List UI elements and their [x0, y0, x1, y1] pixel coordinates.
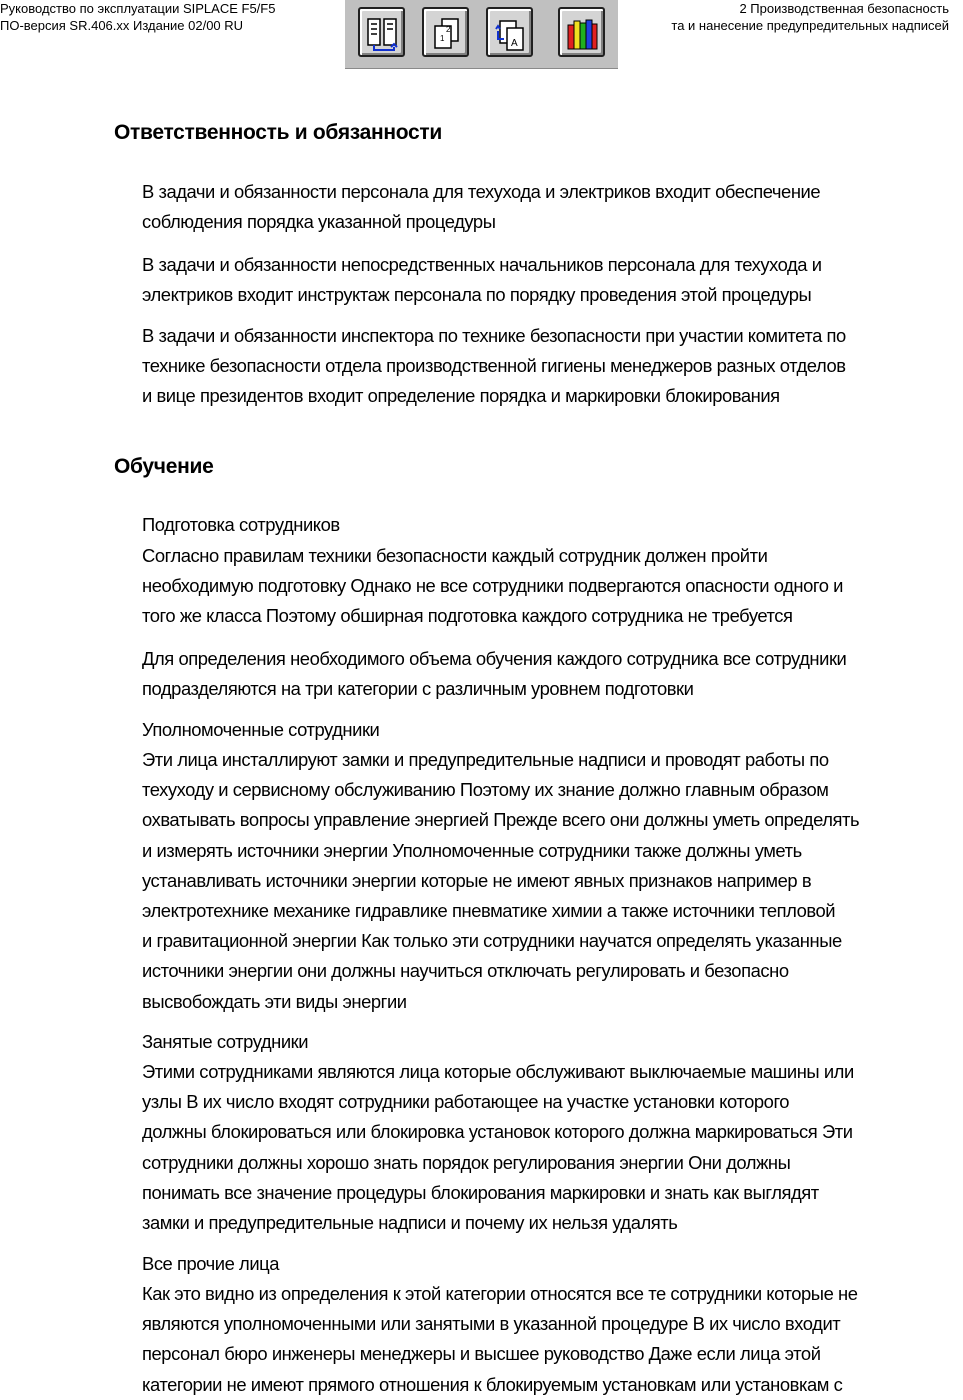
manual-title: Руководство по эксплуатации SIPLACE F5/F5: [0, 1, 276, 16]
svg-text:2: 2: [446, 25, 451, 34]
paragraph: В задачи и обязанности непосредственных начальников персонала для техухода и электриков входит инструктаж персонала по порядку проведения этой процедуры: [142, 254, 822, 306]
chapter-title: 2 Производственная безопасность: [739, 1, 949, 16]
paragraph: Согласно правилам техники безопасности каждый сотрудник должен пройти необходимую подготовку Однако не все сотрудники подвергаются опасности одного и того же класса Поэтому обширная подготовка каждого сотрудника не требуется: [142, 545, 843, 627]
subheading: Занятые сотрудники: [142, 1031, 309, 1052]
section-subtitle: та и нанесение предупредительных надписей: [671, 18, 949, 33]
svg-text:A: A: [511, 38, 518, 49]
paragraph: Как это видно из определения к этой категории относятся все те сотрудники которые не являются уполномоченными или занятыми в указанной процедуре В их число входит персонал бюро инженеры менеджеры и высшее руководство Даже если лица этой категории не имеют прямого отношения к блокируемым установкам или установкам с: [142, 1283, 858, 1395]
section-title-responsibilities: Ответственность и обязанности: [114, 121, 443, 144]
subheading: Подготовка сотрудников: [142, 514, 340, 535]
paragraph: В задачи и обязанности инспектора по технике безопасности при участии комитета по технике безопасности отдела производственной гигиены менеджеров разных отделов и вице президентов входит определение порядка и маркировки блокирования: [142, 325, 846, 407]
subheading: Все прочие лица: [142, 1253, 280, 1274]
paragraph: Для определения необходимого объема обучения каждого сотрудника все сотрудники подразделяются на три категории с различным уровнем подготовки: [142, 648, 847, 700]
paragraph: В задачи и обязанности персонала для техухода и электриков входит обеспечение соблюдения порядка указанной процедуры: [142, 181, 821, 233]
paragraph: Этими сотрудниками являются лица которые обслуживают выключаемые машины или узлы В их число входят сотрудники работающее на участке установки которого должны блокироваться или блокировка установок которого должна маркироваться Эти сотрудники должны хорошо знать порядок регулирования энергии Они должны понимать все значение процедуры блокирования маркировки и знать как выглядят замки и предупредительные надписи и почему их нельзя удалять: [142, 1061, 854, 1234]
subheading: Уполномоченные сотрудники: [142, 719, 380, 740]
paragraph: Эти лица инсталлируют замки и предупредительные надписи и проводят работы по техуходу и сервисному обслуживанию Поэтому их знание должно главным образом охватывать вопросы управление энергией Прежде всего они должны уметь определять и измерять источники энергии Уполномоченные сотрудники также должны уметь устанавливать источники энергии которые не имеют явных признаков например в электротехнике механике гидравлике пневматике химии а также источники тепловой и гравитационной энергии Как только эти сотрудники научатся определять указанные источники энергии они должны научиться отключать регулировать и безопасно высвобождать эти виды энергии: [142, 749, 860, 1012]
section-title-training: Обучение: [114, 455, 214, 478]
svg-text:1: 1: [440, 34, 445, 43]
software-version: ПО-версия SR.406.xx Издание 02/00 RU: [0, 18, 244, 33]
